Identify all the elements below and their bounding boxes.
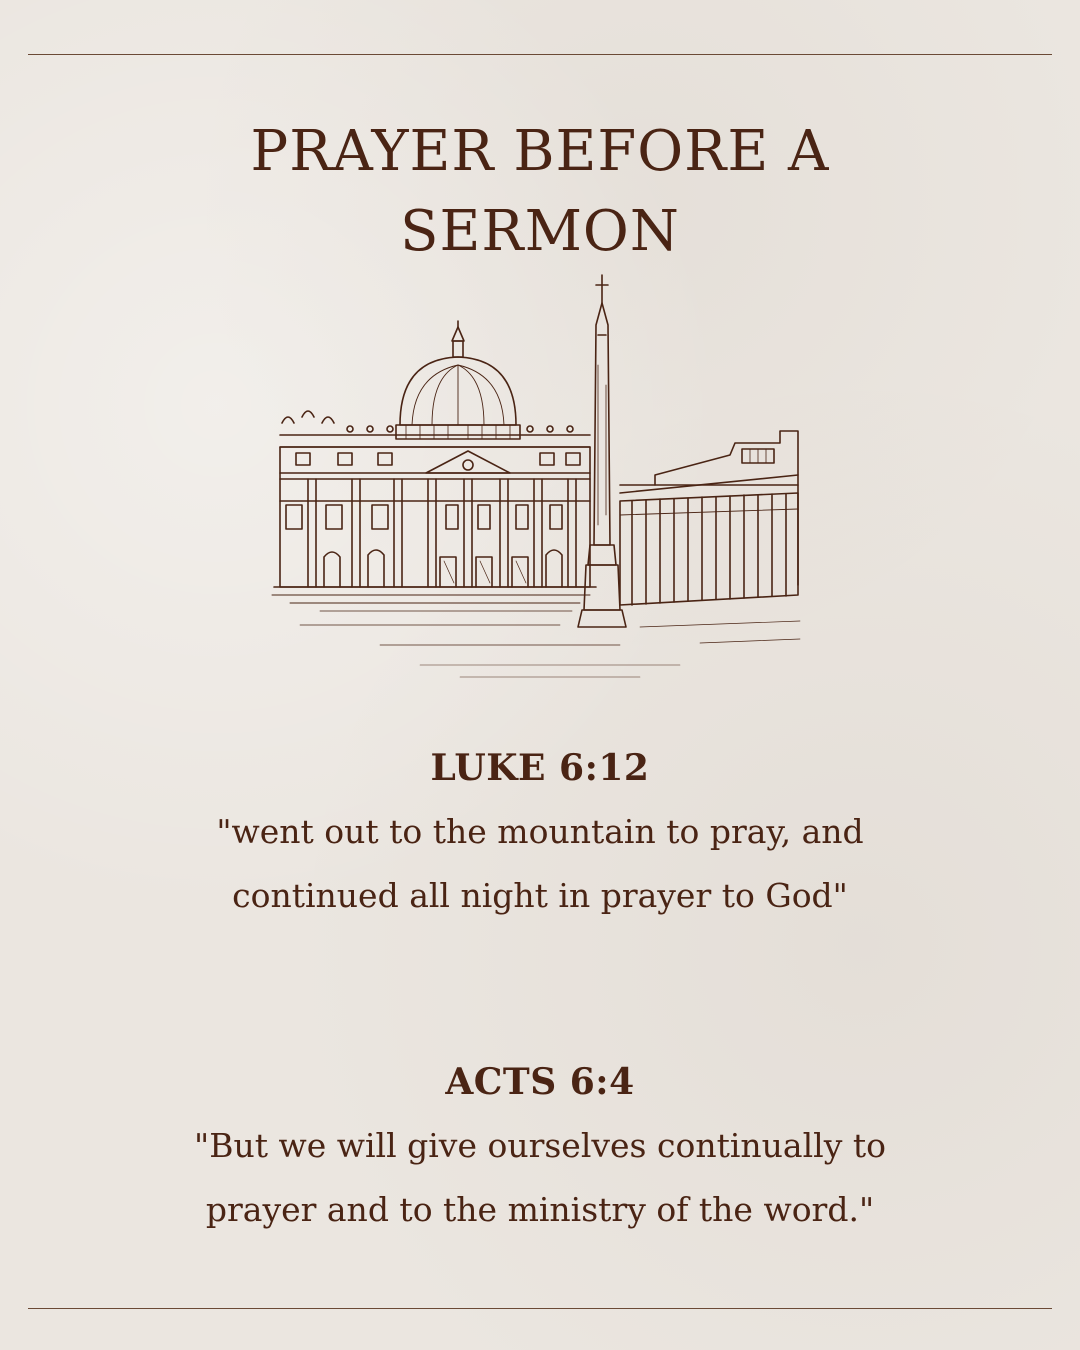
scripture-reference-acts: ACTS 6:4 — [445, 1061, 635, 1103]
basilica-sketch-icon — [260, 265, 820, 695]
scripture-reference-luke: LUKE 6:12 — [430, 747, 650, 789]
scripture-verse-luke: "went out to the mountain to pray, and continued all night in prayer to God" — [216, 812, 864, 915]
bottom-divider — [28, 1308, 1052, 1309]
scripture-verse-acts: "But we will give ourselves continually to prayer and to the ministry of the word." — [194, 1126, 886, 1229]
top-divider — [28, 54, 1052, 55]
page-title: PRAYER BEFORE A SERMON — [250, 119, 830, 264]
